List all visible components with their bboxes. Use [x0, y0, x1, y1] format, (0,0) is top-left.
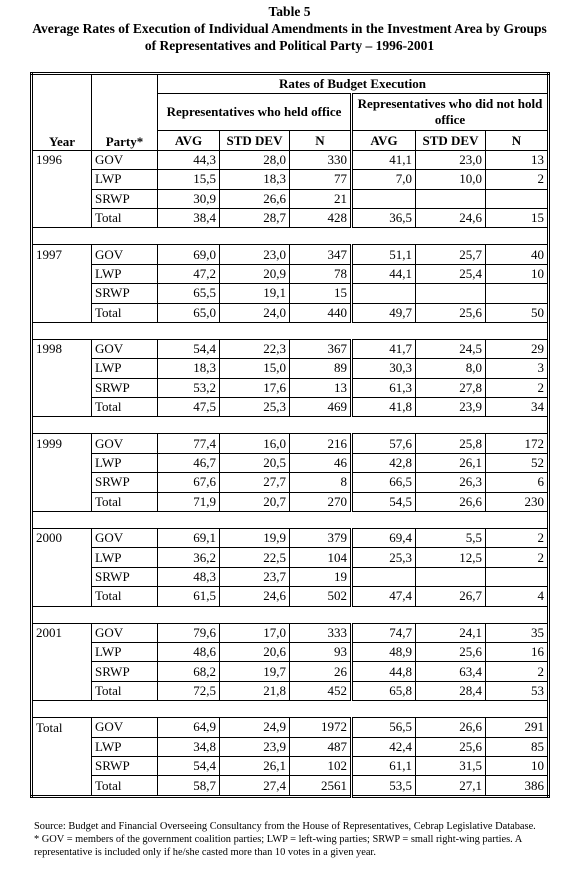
avg-notheld-cell: 49,7	[352, 303, 416, 322]
table-row	[32, 264, 549, 283]
party-cell: SRWP	[92, 189, 158, 208]
n-held-cell: 46	[290, 453, 352, 472]
avg-held-cell: 58,7	[158, 776, 220, 796]
n-notheld-cell	[486, 284, 549, 303]
year-cell-empty	[32, 284, 92, 303]
std-held-cell: 26,6	[220, 189, 290, 208]
std-notheld-cell: 23,0	[416, 150, 486, 169]
table-title-line-2: of Representatives and Political Party – 1996-2001	[144, 38, 435, 53]
std-held-cell: 21,8	[220, 681, 290, 700]
n-notheld-cell: 230	[486, 492, 549, 511]
std-notheld-cell: 5,5	[416, 529, 486, 548]
n-held-cell: 93	[290, 642, 352, 661]
table-row	[32, 756, 549, 775]
party-footnote: * GOV = members of the government coalition parties; LWP = left-wing parties; SRWP = small right-wing parties. A representative is included only if he/she casted more than 10 votes in a given year.	[34, 834, 522, 858]
avg-header-held: AVG	[158, 131, 220, 150]
party-header: Party*	[92, 74, 158, 151]
table-row	[32, 434, 549, 453]
avg-notheld-cell: 44,8	[352, 662, 416, 681]
n-held-cell: 347	[290, 245, 352, 264]
year-cell-empty	[32, 264, 92, 283]
year-cell-empty	[32, 776, 92, 796]
year-cell-empty	[32, 492, 92, 511]
std-held-cell: 18,3	[220, 170, 290, 189]
year-cell-empty	[32, 378, 92, 397]
n-held-cell: 367	[290, 339, 352, 358]
std-notheld-cell: 28,4	[416, 681, 486, 700]
year-header: Year	[32, 74, 92, 151]
avg-notheld-cell: 54,5	[352, 492, 416, 511]
table-row	[32, 245, 549, 264]
std-held-cell: 23,0	[220, 245, 290, 264]
n-held-cell: 440	[290, 303, 352, 322]
year-cell-empty	[32, 398, 92, 417]
std-held-cell: 28,0	[220, 150, 290, 169]
avg-notheld-cell: 51,1	[352, 245, 416, 264]
n-notheld-cell: 386	[486, 776, 549, 796]
n-notheld-cell: 291	[486, 718, 549, 737]
party-cell: GOV	[92, 623, 158, 642]
std-held-cell: 23,7	[220, 567, 290, 586]
n-held-cell: 13	[290, 378, 352, 397]
year-cell-empty	[32, 756, 92, 775]
avg-notheld-cell: 61,3	[352, 378, 416, 397]
party-cell: GOV	[92, 529, 158, 548]
avg-notheld-cell: 42,8	[352, 453, 416, 472]
std-held-cell: 22,3	[220, 339, 290, 358]
avg-held-cell: 72,5	[158, 681, 220, 700]
n-notheld-cell	[486, 567, 549, 586]
std-held-cell: 20,7	[220, 492, 290, 511]
year-cell: 1998	[32, 339, 92, 358]
year-cell: 2000	[32, 529, 92, 548]
n-notheld-cell: 2	[486, 529, 549, 548]
party-cell: SRWP	[92, 378, 158, 397]
avg-notheld-cell: 53,5	[352, 776, 416, 796]
std-notheld-cell: 26,3	[416, 473, 486, 492]
std-held-cell: 26,1	[220, 756, 290, 775]
table-row	[32, 529, 549, 548]
std-notheld-cell: 25,6	[416, 303, 486, 322]
std-held-cell: 28,7	[220, 208, 290, 227]
party-cell: SRWP	[92, 662, 158, 681]
table-row	[32, 398, 549, 417]
n-notheld-cell: 29	[486, 339, 549, 358]
party-cell: Total	[92, 681, 158, 700]
std-notheld-cell: 25,7	[416, 245, 486, 264]
n-notheld-cell: 6	[486, 473, 549, 492]
std-notheld-cell: 27,1	[416, 776, 486, 796]
n-held-cell: 270	[290, 492, 352, 511]
table-notes	[34, 820, 574, 859]
table-number: Table 5	[268, 4, 311, 19]
spacer-row	[32, 701, 549, 718]
avg-held-cell: 68,2	[158, 662, 220, 681]
avg-held-cell: 15,5	[158, 170, 220, 189]
table-row	[32, 359, 549, 378]
year-cell: 2001	[32, 623, 92, 642]
std-notheld-cell: 24,5	[416, 339, 486, 358]
avg-held-cell: 53,2	[158, 378, 220, 397]
year-cell: 1999	[32, 434, 92, 453]
table-body	[32, 150, 549, 796]
table-row	[32, 189, 549, 208]
std-notheld-cell: 12,5	[416, 548, 486, 567]
not-held-office-header: Representatives who did not hold office	[352, 94, 549, 131]
party-cell: GOV	[92, 150, 158, 169]
avg-notheld-cell	[352, 284, 416, 303]
n-held-cell: 102	[290, 756, 352, 775]
avg-notheld-cell: 48,9	[352, 642, 416, 661]
std-header-notheld: STD DEV	[416, 131, 486, 150]
n-held-cell: 21	[290, 189, 352, 208]
avg-notheld-cell: 25,3	[352, 548, 416, 567]
party-cell: GOV	[92, 718, 158, 737]
std-notheld-cell: 26,1	[416, 453, 486, 472]
table-row	[32, 737, 549, 756]
year-cell-empty	[32, 359, 92, 378]
n-held-cell: 379	[290, 529, 352, 548]
n-notheld-cell: 15	[486, 208, 549, 227]
std-held-cell: 17,0	[220, 623, 290, 642]
n-held-cell: 2561	[290, 776, 352, 796]
n-notheld-cell: 172	[486, 434, 549, 453]
std-notheld-cell: 31,5	[416, 756, 486, 775]
avg-notheld-cell: 30,3	[352, 359, 416, 378]
avg-notheld-cell: 41,1	[352, 150, 416, 169]
n-notheld-cell: 50	[486, 303, 549, 322]
avg-notheld-cell: 36,5	[352, 208, 416, 227]
table-row	[32, 681, 549, 700]
year-cell-empty	[32, 473, 92, 492]
table-row	[32, 492, 549, 511]
std-held-cell: 27,7	[220, 473, 290, 492]
table-row	[32, 642, 549, 661]
std-held-cell: 27,4	[220, 776, 290, 796]
party-cell: Total	[92, 492, 158, 511]
table-row	[32, 150, 549, 169]
avg-held-cell: 79,6	[158, 623, 220, 642]
year-cell-empty	[32, 567, 92, 586]
year-cell-empty	[32, 642, 92, 661]
std-held-cell: 25,3	[220, 398, 290, 417]
n-held-cell: 89	[290, 359, 352, 378]
avg-notheld-cell: 42,4	[352, 737, 416, 756]
avg-notheld-cell	[352, 567, 416, 586]
party-cell: GOV	[92, 245, 158, 264]
party-cell: SRWP	[92, 284, 158, 303]
year-cell-empty	[32, 170, 92, 189]
avg-held-cell: 54,4	[158, 756, 220, 775]
std-held-cell: 24,6	[220, 587, 290, 606]
avg-held-cell: 38,4	[158, 208, 220, 227]
n-held-cell: 1972	[290, 718, 352, 737]
n-notheld-cell: 10	[486, 264, 549, 283]
std-notheld-cell	[416, 284, 486, 303]
n-notheld-cell: 10	[486, 756, 549, 775]
year-cell-empty	[32, 737, 92, 756]
avg-notheld-cell: 65,8	[352, 681, 416, 700]
n-notheld-cell: 3	[486, 359, 549, 378]
n-held-cell: 78	[290, 264, 352, 283]
std-notheld-cell: 24,6	[416, 208, 486, 227]
n-held-cell: 452	[290, 681, 352, 700]
table-row	[32, 567, 549, 586]
std-header-held: STD DEV	[220, 131, 290, 150]
avg-held-cell: 54,4	[158, 339, 220, 358]
execution-rates-table	[30, 72, 550, 798]
spacer-row	[32, 512, 549, 529]
party-cell: Total	[92, 208, 158, 227]
party-cell: Total	[92, 776, 158, 796]
table-row	[32, 623, 549, 642]
party-cell: LWP	[92, 170, 158, 189]
std-notheld-cell: 8,0	[416, 359, 486, 378]
avg-held-cell: 48,6	[158, 642, 220, 661]
std-notheld-cell: 25,6	[416, 642, 486, 661]
party-cell: SRWP	[92, 473, 158, 492]
n-held-cell: 26	[290, 662, 352, 681]
n-held-cell: 8	[290, 473, 352, 492]
avg-held-cell: 47,2	[158, 264, 220, 283]
n-held-cell: 487	[290, 737, 352, 756]
std-held-cell: 24,9	[220, 718, 290, 737]
year-cell-empty	[32, 548, 92, 567]
year-cell-empty	[32, 681, 92, 700]
std-notheld-cell: 63,4	[416, 662, 486, 681]
std-notheld-cell: 26,6	[416, 492, 486, 511]
std-notheld-cell	[416, 189, 486, 208]
std-notheld-cell: 24,1	[416, 623, 486, 642]
table-row	[32, 208, 549, 227]
year-cell-empty	[32, 189, 92, 208]
n-held-cell: 330	[290, 150, 352, 169]
std-notheld-cell: 27,8	[416, 378, 486, 397]
table-row	[32, 303, 549, 322]
std-held-cell: 22,5	[220, 548, 290, 567]
table-header	[32, 74, 549, 151]
source-note: Source: Budget and Financial Overseeing Consultancy from the House of Representatives, Cebrap Legislative Database.	[34, 821, 536, 832]
party-cell: GOV	[92, 339, 158, 358]
party-cell: SRWP	[92, 756, 158, 775]
table-row	[32, 662, 549, 681]
spacer-row	[32, 322, 549, 339]
avg-held-cell: 67,6	[158, 473, 220, 492]
std-held-cell: 19,9	[220, 529, 290, 548]
table-row	[32, 718, 549, 737]
year-cell-empty	[32, 208, 92, 227]
party-cell: LWP	[92, 453, 158, 472]
year-cell-empty	[32, 587, 92, 606]
spacer-row	[32, 228, 549, 245]
std-held-cell: 19,7	[220, 662, 290, 681]
avg-held-cell: 61,5	[158, 587, 220, 606]
avg-notheld-cell: 56,5	[352, 718, 416, 737]
std-held-cell: 15,0	[220, 359, 290, 378]
avg-notheld-cell: 41,7	[352, 339, 416, 358]
year-cell-empty	[32, 303, 92, 322]
table-row	[32, 776, 549, 796]
n-held-cell: 15	[290, 284, 352, 303]
n-header-held: N	[290, 131, 352, 150]
party-cell: Total	[92, 587, 158, 606]
party-cell: GOV	[92, 434, 158, 453]
n-notheld-cell: 40	[486, 245, 549, 264]
std-notheld-cell	[416, 567, 486, 586]
table-row	[32, 453, 549, 472]
table-row	[32, 339, 549, 358]
party-cell: Total	[92, 398, 158, 417]
n-notheld-cell: 35	[486, 623, 549, 642]
std-notheld-cell: 25,8	[416, 434, 486, 453]
avg-held-cell: 44,3	[158, 150, 220, 169]
std-held-cell: 20,9	[220, 264, 290, 283]
std-held-cell: 20,6	[220, 642, 290, 661]
n-notheld-cell: 4	[486, 587, 549, 606]
n-held-cell: 77	[290, 170, 352, 189]
std-notheld-cell: 26,7	[416, 587, 486, 606]
party-cell: LWP	[92, 359, 158, 378]
std-held-cell: 19,1	[220, 284, 290, 303]
n-notheld-cell: 2	[486, 170, 549, 189]
party-cell: LWP	[92, 548, 158, 567]
n-held-cell: 502	[290, 587, 352, 606]
avg-header-notheld: AVG	[352, 131, 416, 150]
held-office-header: Representatives who held office	[158, 94, 352, 131]
avg-notheld-cell: 44,1	[352, 264, 416, 283]
std-notheld-cell: 23,9	[416, 398, 486, 417]
std-held-cell: 24,0	[220, 303, 290, 322]
table-row	[32, 587, 549, 606]
rates-header: Rates of Budget Execution	[158, 74, 549, 94]
std-held-cell: 17,6	[220, 378, 290, 397]
avg-held-cell: 71,9	[158, 492, 220, 511]
n-held-cell: 19	[290, 567, 352, 586]
avg-notheld-cell: 41,8	[352, 398, 416, 417]
n-notheld-cell: 85	[486, 737, 549, 756]
n-notheld-cell: 52	[486, 453, 549, 472]
avg-notheld-cell: 61,1	[352, 756, 416, 775]
year-cell: 1997	[32, 245, 92, 264]
std-notheld-cell: 26,6	[416, 718, 486, 737]
avg-notheld-cell: 7,0	[352, 170, 416, 189]
std-notheld-cell: 10,0	[416, 170, 486, 189]
table-row	[32, 548, 549, 567]
party-cell: LWP	[92, 737, 158, 756]
std-notheld-cell: 25,6	[416, 737, 486, 756]
avg-held-cell: 65,5	[158, 284, 220, 303]
avg-notheld-cell: 57,6	[352, 434, 416, 453]
avg-held-cell: 69,0	[158, 245, 220, 264]
n-notheld-cell: 2	[486, 548, 549, 567]
table-row	[32, 284, 549, 303]
std-notheld-cell: 25,4	[416, 264, 486, 283]
std-held-cell: 16,0	[220, 434, 290, 453]
std-held-cell: 23,9	[220, 737, 290, 756]
year-cell-empty	[32, 453, 92, 472]
table-title-line-1: Average Rates of Execution of Individual Amendments in the Investment Area by Groups	[32, 21, 547, 36]
n-notheld-cell: 16	[486, 642, 549, 661]
avg-held-cell: 36,2	[158, 548, 220, 567]
avg-notheld-cell: 66,5	[352, 473, 416, 492]
year-cell: 1996	[32, 150, 92, 169]
n-held-cell: 104	[290, 548, 352, 567]
avg-held-cell: 47,5	[158, 398, 220, 417]
n-held-cell: 469	[290, 398, 352, 417]
avg-notheld-cell: 47,4	[352, 587, 416, 606]
avg-held-cell: 18,3	[158, 359, 220, 378]
avg-held-cell: 69,1	[158, 529, 220, 548]
avg-notheld-cell: 74,7	[352, 623, 416, 642]
avg-notheld-cell	[352, 189, 416, 208]
n-notheld-cell: 34	[486, 398, 549, 417]
avg-held-cell: 48,3	[158, 567, 220, 586]
avg-held-cell: 65,0	[158, 303, 220, 322]
n-held-cell: 333	[290, 623, 352, 642]
n-notheld-cell: 2	[486, 378, 549, 397]
table-row	[32, 170, 549, 189]
spacer-row	[32, 606, 549, 623]
avg-held-cell: 77,4	[158, 434, 220, 453]
std-held-cell: 20,5	[220, 453, 290, 472]
party-cell: Total	[92, 303, 158, 322]
n-notheld-cell: 53	[486, 681, 549, 700]
avg-held-cell: 30,9	[158, 189, 220, 208]
n-notheld-cell: 13	[486, 150, 549, 169]
table-row	[32, 473, 549, 492]
spacer-row	[32, 417, 549, 434]
avg-notheld-cell: 69,4	[352, 529, 416, 548]
avg-held-cell: 64,9	[158, 718, 220, 737]
avg-held-cell: 46,7	[158, 453, 220, 472]
n-notheld-cell	[486, 189, 549, 208]
n-notheld-cell: 2	[486, 662, 549, 681]
avg-held-cell: 34,8	[158, 737, 220, 756]
n-held-cell: 216	[290, 434, 352, 453]
party-cell: LWP	[92, 264, 158, 283]
table-row	[32, 378, 549, 397]
party-cell: SRWP	[92, 567, 158, 586]
n-held-cell: 428	[290, 208, 352, 227]
n-header-notheld: N	[486, 131, 549, 150]
year-cell-empty	[32, 662, 92, 681]
year-cell: Total	[32, 718, 92, 737]
party-cell: LWP	[92, 642, 158, 661]
